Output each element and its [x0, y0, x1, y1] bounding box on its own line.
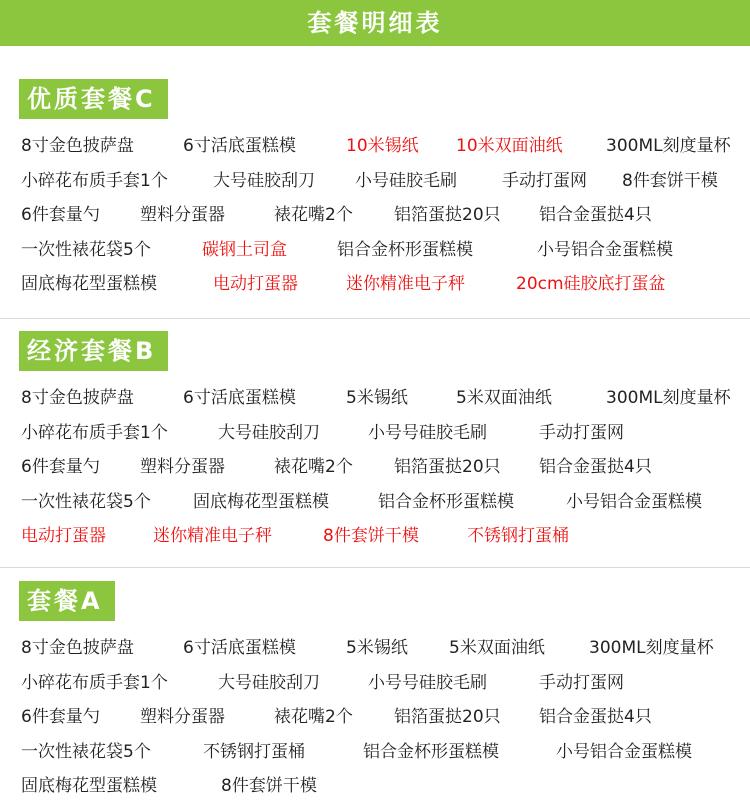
highlighted-item: 碳钢土司盒	[202, 239, 287, 260]
highlighted-item: 10米双面油纸	[456, 136, 563, 156]
item-row	[0, 705, 750, 729]
item-row	[0, 421, 750, 445]
package-item: 一次性裱花袋5个	[21, 491, 151, 512]
package-item: 小碎花布质手套1个	[21, 422, 168, 443]
item-row	[0, 386, 750, 410]
package-item: 一次性裱花袋5个	[21, 239, 151, 260]
package-item: 小号号硅胶毛刷	[368, 672, 487, 693]
package-item: 塑料分蛋器	[140, 707, 225, 727]
package-item: 手动打蛋网	[502, 170, 587, 191]
package-item: 一次性裱花袋5个	[21, 741, 151, 762]
package-item: 6寸活底蛋糕模	[183, 136, 296, 156]
package-item: 铝箔蛋挞20只	[394, 205, 501, 225]
package-title: 套餐A	[19, 581, 115, 621]
package-item: 塑料分蛋器	[140, 205, 225, 225]
highlighted-item: 电动打蛋器	[21, 526, 106, 546]
package-item: 手动打蛋网	[539, 672, 624, 693]
package-item: 铝合金杯形蛋糕模	[363, 741, 499, 762]
package-title: 优质套餐C	[19, 79, 168, 119]
package-item: 铝合金杯形蛋糕模	[378, 491, 514, 512]
highlighted-item: 10米锡纸	[346, 136, 419, 156]
package-item: 手动打蛋网	[539, 422, 624, 443]
package-item: 铝合金蛋挞4只	[539, 205, 652, 225]
item-row	[0, 455, 750, 479]
highlighted-item: 迷你精准电子秤	[153, 526, 272, 546]
package-item: 5米锡纸	[346, 638, 408, 658]
item-row	[0, 740, 750, 764]
item-row	[0, 134, 750, 158]
package-item: 6寸活底蛋糕模	[183, 388, 296, 408]
package-item: 8寸金色披萨盘	[21, 136, 134, 156]
page-title: 套餐明细表	[0, 0, 750, 46]
package-item: 6件套量勺	[21, 707, 100, 727]
item-row	[0, 272, 750, 296]
package-item: 300ML刻度量杯	[589, 638, 714, 658]
package-title: 经济套餐B	[19, 331, 168, 371]
package-item: 小号硅胶毛刷	[355, 170, 457, 191]
item-row	[0, 671, 750, 695]
item-row	[0, 169, 750, 193]
section-divider	[0, 567, 750, 568]
package-item: 铝合金蛋挞4只	[539, 707, 652, 727]
item-row	[0, 636, 750, 660]
package-item: 小号铝合金蛋糕模	[537, 239, 673, 260]
package-item: 5米双面油纸	[449, 638, 545, 658]
package-item: 铝箔蛋挞20只	[394, 457, 501, 477]
package-item: 大号硅胶刮刀	[213, 170, 315, 191]
package-item: 铝合金蛋挞4只	[539, 457, 652, 477]
package-item: 大号硅胶刮刀	[218, 672, 320, 693]
package-item: 8件套饼干模	[622, 170, 718, 191]
package-item: 5米双面油纸	[456, 388, 552, 408]
package-item: 300ML刻度量杯	[606, 136, 731, 156]
package-item: 小号铝合金蛋糕模	[566, 491, 702, 512]
package-item: 8寸金色披萨盘	[21, 638, 134, 658]
package-item: 6件套量勺	[21, 457, 100, 477]
package-item: 300ML刻度量杯	[606, 388, 731, 408]
package-item: 固底梅花型蛋糕模	[21, 776, 157, 796]
package-item: 固底梅花型蛋糕模	[193, 491, 329, 512]
item-row	[0, 524, 750, 548]
package-item: 小碎花布质手套1个	[21, 170, 168, 191]
package-item: 不锈钢打蛋桶	[203, 741, 305, 762]
package-item: 8件套饼干模	[221, 776, 317, 796]
package-item: 小号号硅胶毛刷	[368, 422, 487, 443]
package-item: 铝合金杯形蛋糕模	[337, 239, 473, 260]
item-row	[0, 238, 750, 262]
package-item: 裱花嘴2个	[274, 205, 353, 225]
section-divider	[0, 318, 750, 319]
package-item: 裱花嘴2个	[274, 707, 353, 727]
package-item: 6件套量勺	[21, 205, 100, 225]
item-row	[0, 490, 750, 514]
package-item: 5米锡纸	[346, 388, 408, 408]
package-item: 小碎花布质手套1个	[21, 672, 168, 693]
highlighted-item: 8件套饼干模	[323, 526, 419, 546]
highlighted-item: 电动打蛋器	[213, 274, 298, 294]
package-item: 塑料分蛋器	[140, 457, 225, 477]
package-item: 固底梅花型蛋糕模	[21, 274, 157, 294]
highlighted-item: 迷你精准电子秤	[346, 274, 465, 294]
highlighted-item: 20cm硅胶底打蛋盆	[516, 274, 666, 294]
package-item: 8寸金色披萨盘	[21, 388, 134, 408]
package-item: 小号铝合金蛋糕模	[556, 741, 692, 762]
package-item: 大号硅胶刮刀	[218, 422, 320, 443]
package-item: 铝箔蛋挞20只	[394, 707, 501, 727]
package-item: 6寸活底蛋糕模	[183, 638, 296, 658]
item-row	[0, 203, 750, 227]
item-row	[0, 774, 750, 798]
highlighted-item: 不锈钢打蛋桶	[467, 526, 569, 546]
package-item: 裱花嘴2个	[274, 457, 353, 477]
